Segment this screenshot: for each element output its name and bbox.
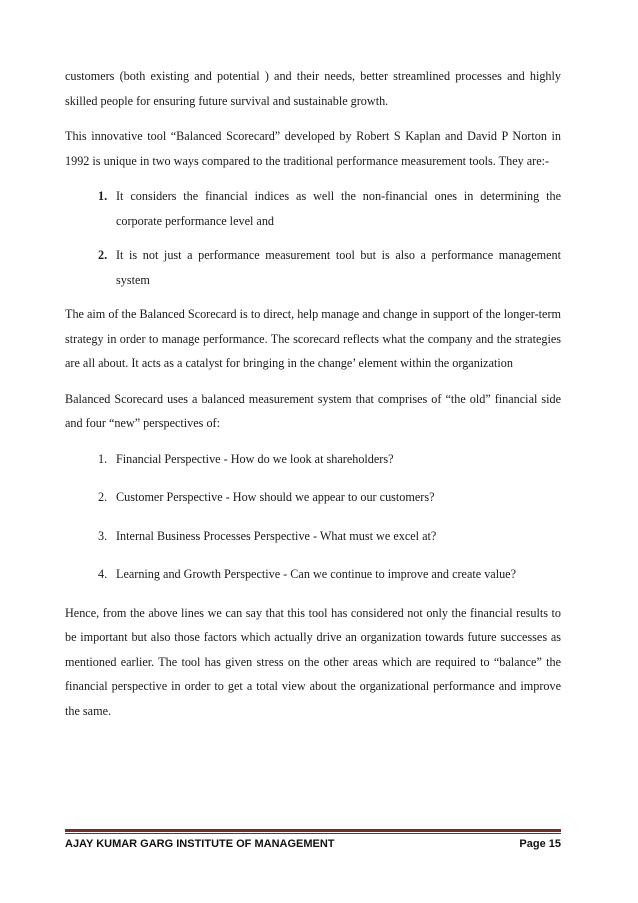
- list-item-text: Financial Perspective - How do we look at shareholders?: [116, 451, 394, 466]
- perspectives-list: [65, 447, 561, 587]
- document-body: [65, 64, 561, 734]
- list-item: [65, 524, 561, 549]
- list-item-number: 1.: [98, 451, 108, 466]
- page-footer: [65, 829, 561, 852]
- list-item: [65, 184, 561, 233]
- paragraph-conclusion: Hence, from the above lines we can say that this tool has considered not only the financial results to be important but also those factors which actually drive an organization towards future successes as mentioned earlier. The tool has given stress on the other areas which are required to “balance” the financial perspective in order to get a total view about the organizational performance and improve the same.: [65, 605, 561, 718]
- paragraph-measurement-system: Balanced Scorecard uses a balanced measurement system that comprises of “the old” financial side and four “new” perspectives of:: [65, 391, 561, 430]
- list-item: [65, 243, 561, 292]
- list-item-number: 2.: [98, 490, 108, 504]
- paragraph-balanced-scorecard-intro: This innovative tool “Balanced Scorecard” developed by Robert S Kaplan and David P Norton in 1992 is unique in two ways compared to the traditional performance measurement tools. They are:-: [65, 129, 561, 168]
- footer-rule-thin: [65, 833, 561, 834]
- list-item-number: 4.: [98, 567, 108, 581]
- list-item-number: 3.: [98, 528, 108, 543]
- list-item-number: 2.: [98, 248, 108, 262]
- list-item-text: Learning and Growth Perspective - Can we continue to improve and create value?: [116, 567, 517, 581]
- list-item-text: Internal Business Processes Perspective - What must we excel at?: [116, 528, 437, 543]
- footer-rule-thick: [65, 829, 561, 832]
- paragraph-aim: The aim of the Balanced Scorecard is to direct, help manage and change in support of the longer-term strategy in order to manage performance. The scorecard reflects what the company and the strategies are all about. It acts as a catalyst for bringing in the change’ element within the organization: [65, 307, 561, 370]
- footer-row: [65, 836, 561, 852]
- paragraph-customers: customers (both existing and potential ) and their needs, better streamlined processes and highly skilled people for ensuring future survival and sustainable growth.: [65, 69, 561, 108]
- list-item-text: Customer Perspective - How should we appear to our customers?: [116, 490, 435, 504]
- list-item: [65, 485, 561, 510]
- footer-institute-name: AJAY KUMAR GARG INSTITUTE OF MANAGEMENT: [65, 838, 335, 850]
- ways-list: [65, 184, 561, 292]
- list-item-text: It is not just a performance measurement tool but is also a performance management system: [116, 248, 561, 287]
- footer-page-number: Page 15: [519, 838, 561, 850]
- list-item: [65, 447, 561, 472]
- list-item-number: 1.: [98, 189, 108, 203]
- list-item: [65, 562, 561, 587]
- list-item-text: It considers the financial indices as well the non-financial ones in determining the corporate performance level and: [116, 189, 561, 228]
